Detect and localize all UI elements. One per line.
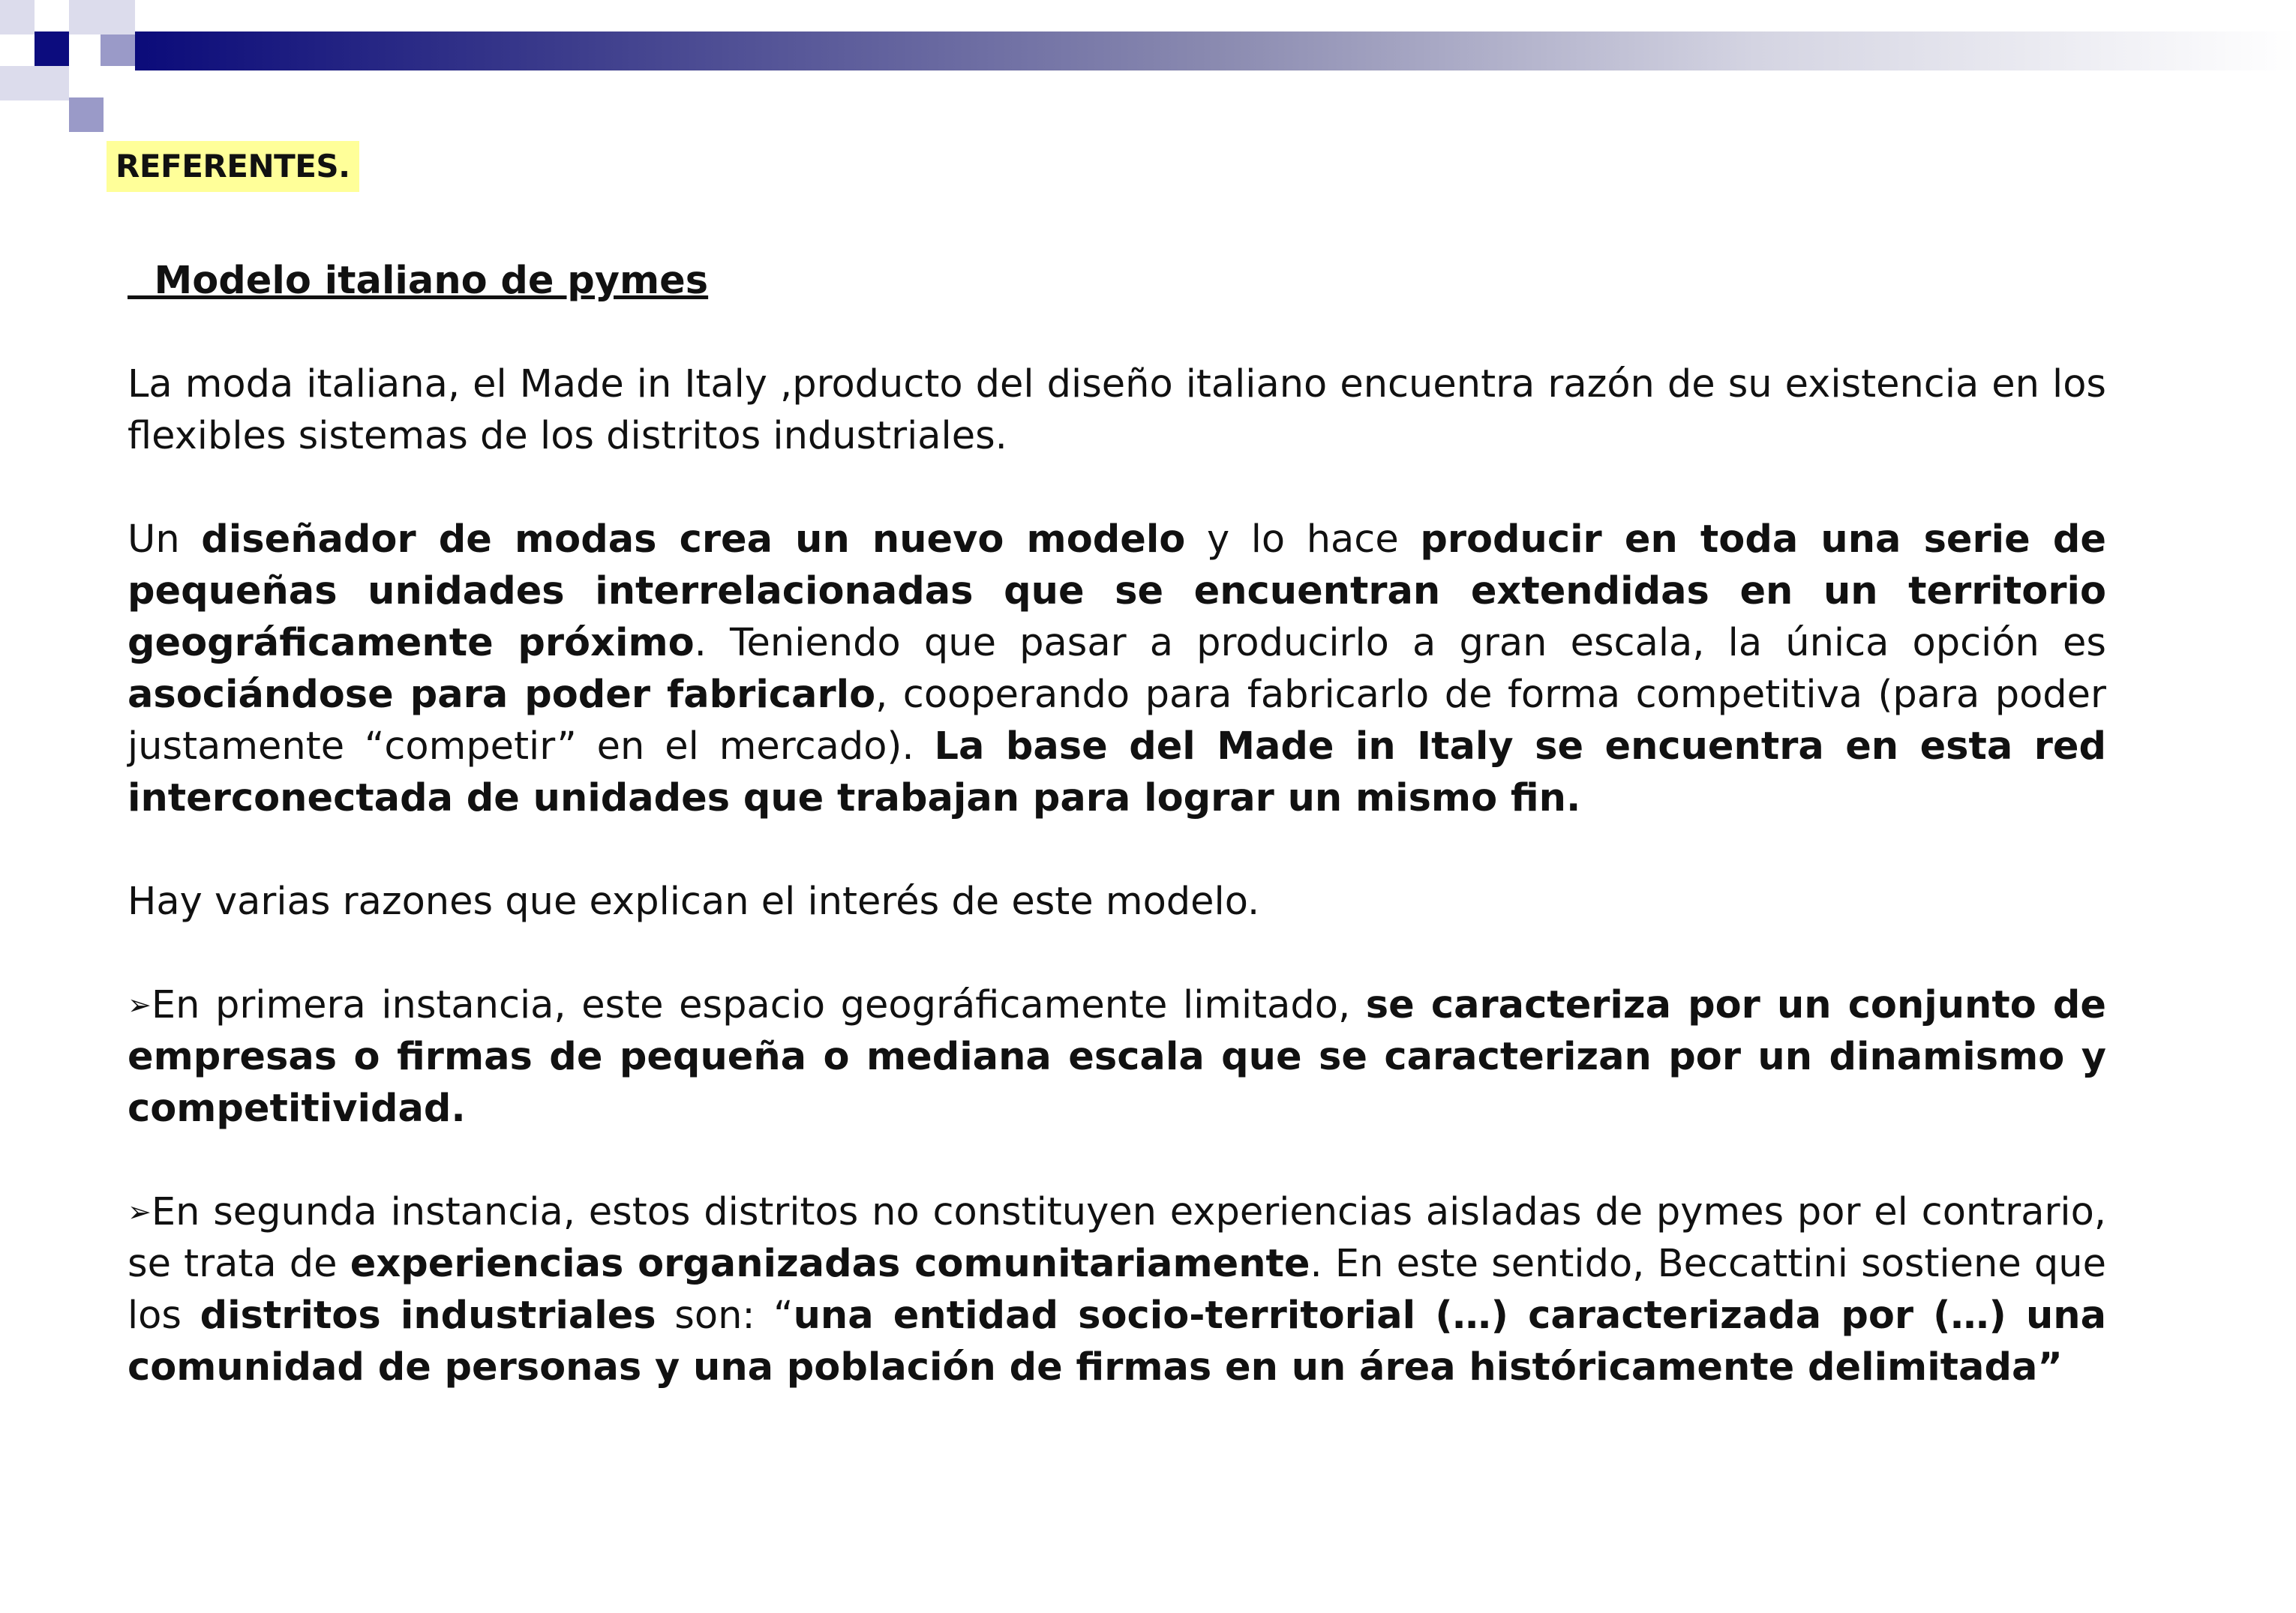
bullet-second-instance <box>128 1186 2106 1393</box>
text-run: Un <box>128 517 202 562</box>
decor-square <box>69 97 104 132</box>
text-run: . Teniendo que pasar a producirlo a gran escala, la única opción es <box>694 621 2107 665</box>
bold-run: distritos industriales <box>200 1294 656 1338</box>
text-run: . En este sentido, Beccattini sostiene que los <box>128 1242 2106 1338</box>
slide-content <box>128 255 2106 1445</box>
bold-run: una entidad socio-territorial (…) caracterizada por (…) una comunidad de personas y una población de firmas en un área históricamente delimitada” <box>128 1294 2106 1390</box>
bold-run: se caracteriza por un conjunto de empresas o firmas de pequeña o mediana escala que se caracterizan por un dinamismo y competitividad. <box>128 983 2106 1131</box>
header-gradient-band <box>135 31 2296 70</box>
bullet-first-instance <box>128 979 2106 1135</box>
subtitle: Modelo italiano de pymes <box>128 259 709 303</box>
text-run: y lo hace <box>1185 517 1421 562</box>
decor-square <box>101 0 135 34</box>
decor-square <box>101 31 135 66</box>
decor-square <box>0 66 35 100</box>
text-run: En primera instancia, este espacio geográficamente limitado, <box>151 983 1366 1027</box>
decor-square <box>35 31 69 66</box>
bold-run: La base del Made in Italy se encuentra en esta red interconectada de unidades que trabajan para lograr un mismo fin. <box>128 724 2106 820</box>
text-run: son: “ <box>656 1294 794 1338</box>
decor-square <box>69 0 104 34</box>
decor-square <box>0 0 35 34</box>
arrow-bullet-icon: ➢ <box>128 988 152 1021</box>
paragraph-designer <box>128 514 2106 824</box>
arrow-bullet-icon: ➢ <box>128 1195 152 1228</box>
paragraph-intro: La moda italiana, el Made in Italy ,producto del diseño italiano encuentra razón de su existencia en los flexibles sistemas de los distritos industriales. <box>128 362 2106 458</box>
bold-run: asociándose para poder fabricarlo <box>128 673 876 717</box>
text-run: , cooperando para fabricarlo de forma competitiva (para poder justamente “competir” en el mercado). <box>128 673 2106 769</box>
bold-run: experiencias organizadas comunitariamente <box>350 1242 1310 1286</box>
section-heading: REFERENTES. <box>107 141 359 192</box>
text-run: En segunda instancia, estos distritos no constituyen experiencias aisladas de pymes por el contrario, se trata de <box>128 1190 2106 1286</box>
bold-run: producir en toda una serie de pequeñas unidades interrelacionadas que se encuentran extendidas en un territorio geográficamente próximo <box>128 517 2106 665</box>
decor-square <box>35 66 69 100</box>
bold-run: diseñador de modas crea un nuevo modelo <box>201 517 1186 562</box>
paragraph-reasons: Hay varias razones que explican el interés de este modelo. <box>128 880 1260 924</box>
